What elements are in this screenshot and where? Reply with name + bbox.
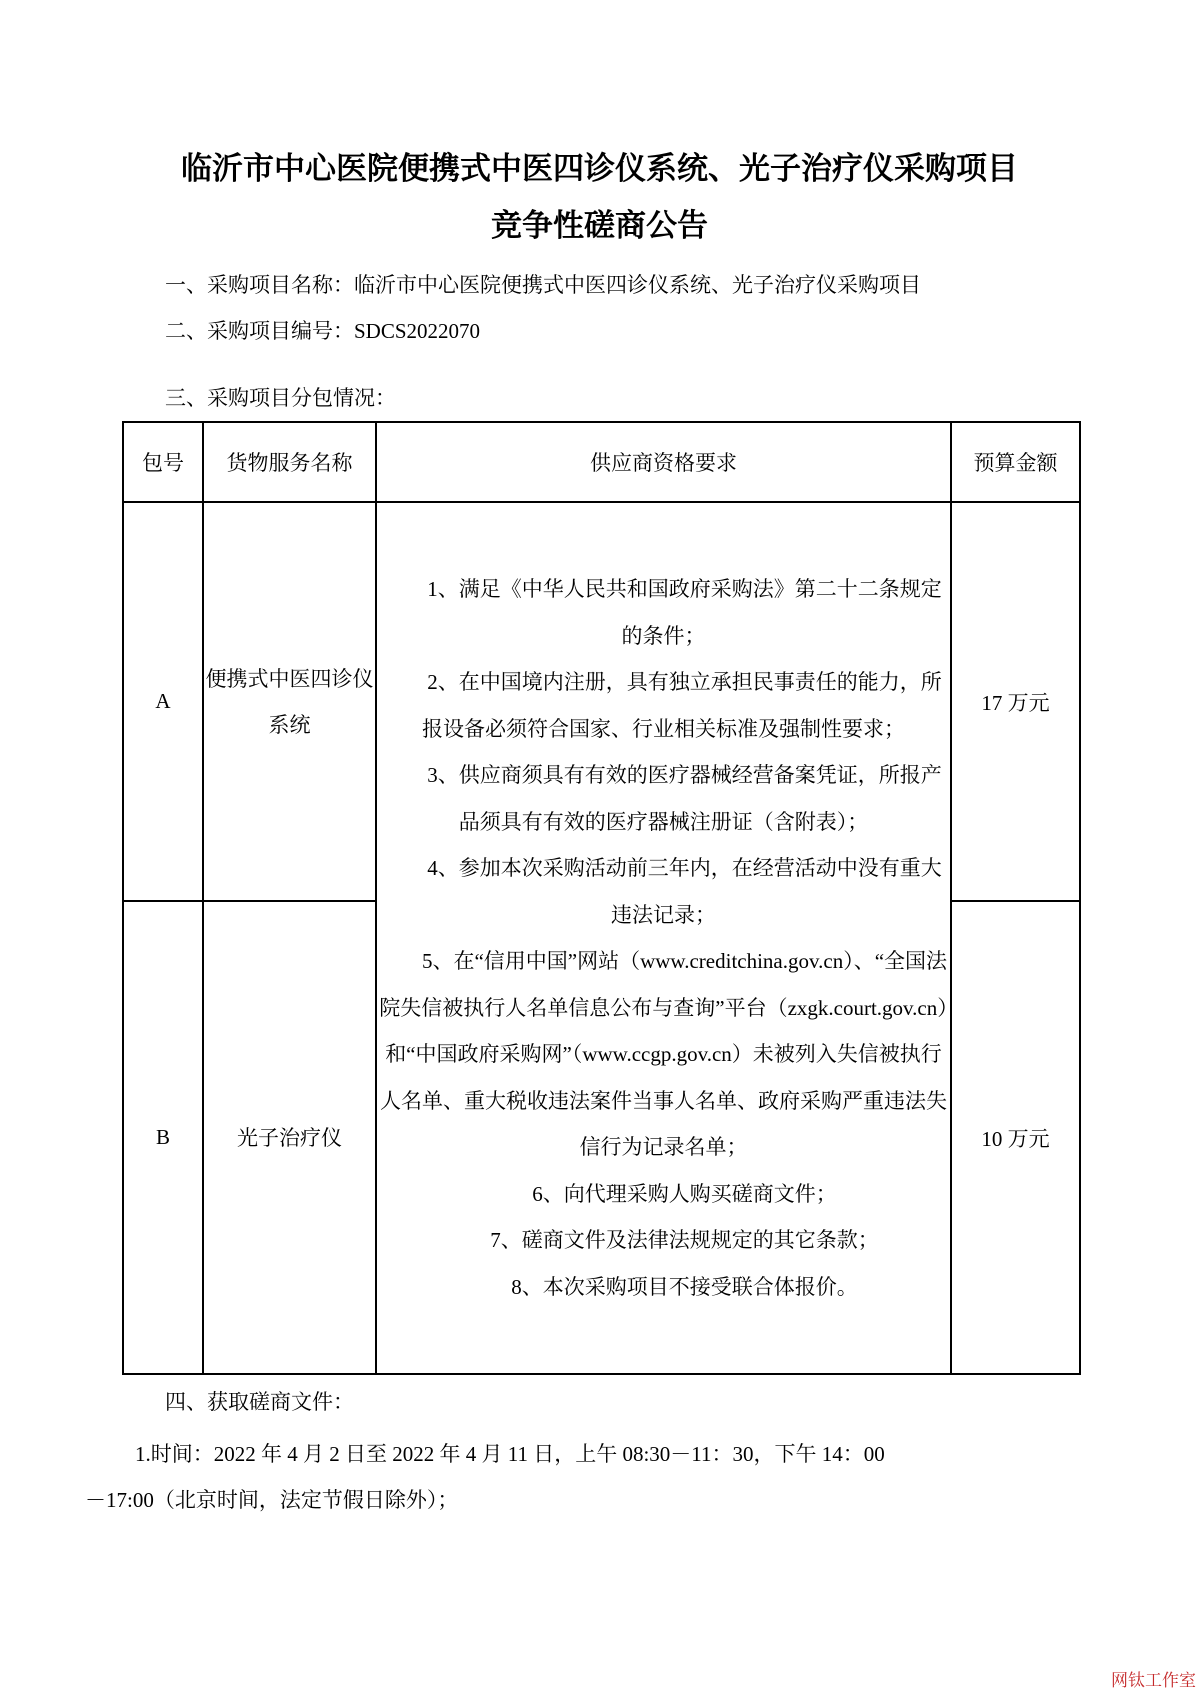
requirement-item-1: 1、满足《中华人民共和国政府采购法》第二十二条规定的条件； [427,577,942,648]
requirement-item-3: 3、供应商须具有有效的医疗器械经营备案凭证，所报产品须具有有效的医疗器械注册证（含附表）； [427,763,942,834]
item-packages-heading: 三、采购项目分包情况： [165,386,396,410]
table-header-row [123,422,1080,502]
table-row-package-a [123,502,1080,901]
watermark: 网钛工作室 [1111,1671,1196,1690]
package-a-name: 便携式中医四诊仪系统 [203,502,376,901]
obtain-time-line1: 1.时间：2022 年 4 月 2 日至 2022 年 4 月 11 日，上午 08:30－11：30，下午 14：00 [135,1442,885,1466]
requirement-item-5: 5、在“信用中国”网站（www.creditchina.gov.cn）、“全国法院失信被执行人名单信息公布与查询”平台（zxgk.court.gov.cn）和“中国政府采购网”（www.ccgp.gov.cn）未被列入失信被执行人名单、重大税收违法案件当事人名单、政府采购严重违法失信行为记录名单； [379,949,948,1159]
requirement-item-7: 7、磋商文件及法律法规规定的其它条款； [490,1228,879,1252]
header-goods-service-name: 货物服务名称 [203,422,376,502]
obtain-time-paragraph [85,1431,1117,1523]
obtain-time-line2: －17:00（北京时间，法定节假日除外）； [85,1488,459,1512]
header-package-no: 包号 [123,422,203,502]
page-title-line1: 临沂市中心医院便携式中医四诊仪系统、光子治疗仪采购项目 [181,151,1018,186]
requirement-item-8: 8、本次采购项目不接受联合体报价。 [511,1274,858,1299]
supplier-requirements-cell [376,502,951,1374]
package-a-id: A [123,502,203,901]
header-supplier-qualifications: 供应商资格要求 [376,422,951,502]
page-title-line2: 竞争性磋商公告 [491,208,708,243]
header-budget-amount: 预算金额 [951,422,1080,502]
requirement-item-4: 4、参加本次采购活动前三年内，在经营活动中没有重大违法记录； [427,856,942,927]
package-b-id: B [123,901,203,1374]
item-project-name: 一、采购项目名称：临沂市中心医院便携式中医四诊仪系统、光子治疗仪采购项目 [165,273,921,297]
item-project-number: 二、采购项目编号：SDCS2022070 [165,319,481,343]
package-a-budget: 17 万元 [951,502,1080,901]
requirement-item-2: 2、在中国境内注册，具有独立承担民事责任的能力，所报设备必须符合国家、行业相关标准及强制性要求； [422,670,942,741]
packages-table [122,421,1081,1375]
package-b-name: 光子治疗仪 [203,901,376,1374]
requirement-item-6: 6、向代理采购人购买磋商文件； [532,1181,837,1206]
item-obtain-documents-heading: 四、获取磋商文件： [165,1390,354,1414]
package-b-budget: 10 万元 [951,901,1080,1374]
page-title [0,0,1199,254]
